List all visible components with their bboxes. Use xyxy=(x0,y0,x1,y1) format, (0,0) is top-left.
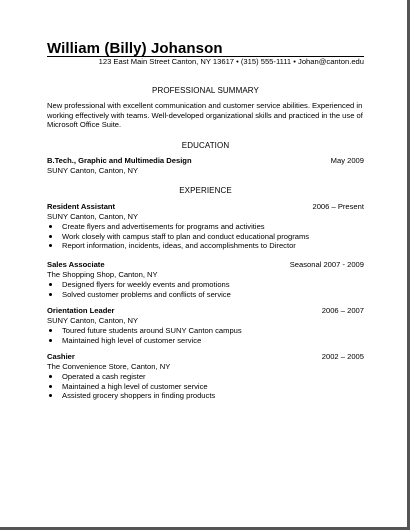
bullet-icon xyxy=(49,329,52,332)
experience-heading: EXPERIENCE xyxy=(179,186,232,195)
resume-name: William (Billy) Johanson xyxy=(47,40,223,57)
job-organization: The Shopping Shop, Canton, NY xyxy=(47,270,158,279)
job-organization: The Convenience Store, Canton, NY xyxy=(47,362,171,371)
list-item: Work closely with campus staff to plan and conduct educational programs xyxy=(47,232,309,242)
bullet-icon xyxy=(49,293,52,296)
job-header xyxy=(47,260,364,270)
job-header xyxy=(47,352,364,362)
job-duties xyxy=(47,222,309,251)
job-date: Seasonal 2007 - 2009 xyxy=(289,260,364,269)
job-title: Orientation Leader xyxy=(47,306,115,315)
job-header xyxy=(47,306,364,316)
job-duties xyxy=(47,372,215,401)
list-item: Maintained high level of customer service xyxy=(47,336,242,346)
bullet-icon xyxy=(49,244,52,247)
list-item: Maintained a high level of customer service xyxy=(47,382,215,392)
list-item: Assisted grocery shoppers in finding products xyxy=(47,391,215,401)
list-item: Designed flyers for weekly events and promotions xyxy=(47,280,231,290)
job-date: 2002 – 2005 xyxy=(321,352,364,361)
degree-date: May 2009 xyxy=(330,156,364,165)
summary-text: New professional with excellent communication and customer service abilities. Experienced in working effectively with teams. Well-developed organizational skills and practiced in the use of Microsoft Office Suite. xyxy=(47,101,363,130)
list-item: Create flyers and advertisements for programs and activities xyxy=(47,222,309,232)
job-title: Sales Associate xyxy=(47,260,105,269)
summary-heading: PROFESSIONAL SUMMARY xyxy=(152,86,259,95)
job-date: 2006 – Present xyxy=(312,202,364,211)
bullet-icon xyxy=(49,339,52,342)
list-item: Report information, incidents, ideas, and accomplishments to Director xyxy=(47,241,309,251)
job-organization: SUNY Canton, Canton, NY xyxy=(47,316,139,325)
bullet-icon xyxy=(49,235,52,238)
job-duties xyxy=(47,280,231,299)
bullet-icon xyxy=(49,385,52,388)
contact-line: 123 East Main Street Canton, NY 13617 • (315) 555-1111 • Johan@canton.edu xyxy=(98,57,364,66)
list-item: Solved customer problems and conflicts of service xyxy=(47,290,231,300)
job-title: Resident Assistant xyxy=(47,202,116,211)
bullet-icon xyxy=(49,394,52,397)
list-item: Operated a cash register xyxy=(47,372,215,382)
job-header xyxy=(47,202,364,212)
degree-title: B.Tech., Graphic and Multimedia Design xyxy=(47,156,192,165)
education-row xyxy=(47,156,364,166)
job-title: Cashier xyxy=(47,352,75,361)
bullet-icon xyxy=(49,375,52,378)
education-heading: EDUCATION xyxy=(181,141,230,150)
job-date: 2006 – 2007 xyxy=(321,306,364,315)
list-item: Toured future students around SUNY Canton campus xyxy=(47,326,242,336)
bullet-icon xyxy=(49,283,52,286)
job-duties xyxy=(47,326,242,345)
school-name: SUNY Canton, Canton, NY xyxy=(47,166,139,175)
bullet-icon xyxy=(49,225,52,228)
job-organization: SUNY Canton, Canton, NY xyxy=(47,212,139,221)
